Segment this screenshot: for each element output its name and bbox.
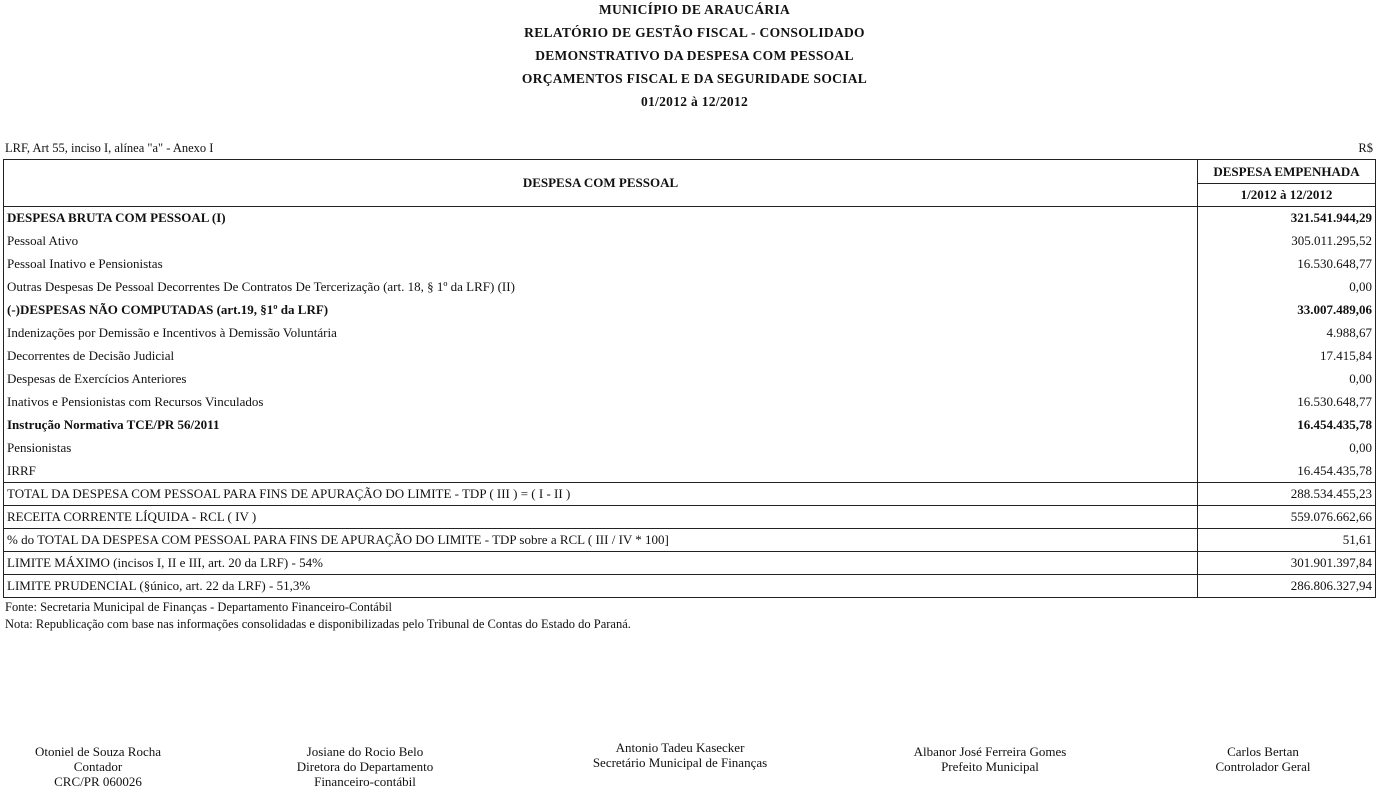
row-label: Despesas de Exercícios Anteriores [4,368,1198,391]
table-row [4,437,1376,460]
row-value: 321.541.944,29 [1198,207,1376,230]
currency-label: R$ [1358,141,1373,155]
legal-reference: LRF, Art 55, inciso I, alínea "a" - Anexo I [5,141,214,155]
signer-role: Contador [73,759,123,774]
signer-name: Albanor José Ferreira Gomes [913,744,1067,759]
row-label: Pensionistas [4,437,1198,460]
personnel-expense-table [3,159,1376,598]
table-row [4,368,1376,391]
row-value: 16.454.435,78 [1198,414,1376,437]
signature-finance-secretary [570,740,790,770]
report-subtitle: DEMONSTRATIVO DA DESPESA COM PESSOAL [535,48,854,63]
row-label: LIMITE MÁXIMO (incisos I, II e III, art. 20 da LRF) - 54% [4,552,1198,575]
signer-name: Antonio Tadeu Kasecker [615,740,745,755]
table-row [4,414,1376,437]
row-value: 288.534.455,23 [1198,483,1376,506]
row-label: DESPESA BRUTA COM PESSOAL (I) [4,207,1198,230]
table-row [4,322,1376,345]
row-label: Pessoal Inativo e Pensionistas [4,253,1198,276]
signer-role: Prefeito Municipal [941,759,1039,774]
table-row [4,230,1376,253]
row-value: 33.007.489,06 [1198,299,1376,322]
table-row [4,529,1376,552]
report-budget-scope: ORÇAMENTOS FISCAL E DA SEGURIDADE SOCIAL [521,71,868,86]
signer-name: Otoniel de Souza Rocha [35,744,161,759]
row-value: 4.988,67 [1198,322,1376,345]
signer-role: Secretário Municipal de Finanças [592,755,768,770]
table-row [4,552,1376,575]
signer-registration: CRC/PR 060026 [54,774,142,789]
signer-role-detail: Financeiro-contábil [314,774,416,789]
signature-comptroller [1183,744,1343,774]
report-title: RELATÓRIO DE GESTÃO FISCAL - CONSOLIDADO [524,25,865,40]
table-row [4,575,1376,598]
row-value: 51,61 [1198,529,1376,552]
row-label: Indenizações por Demissão e Incentivos à Demissão Voluntária [4,322,1198,345]
signer-role: Controlador Geral [1215,759,1311,774]
row-label: IRRF [4,460,1198,483]
row-value: 16.530.648,77 [1198,391,1376,414]
row-label: % do TOTAL DA DESPESA COM PESSOAL PARA FINS DE APURAÇÃO DO LIMITE - TDP sobre a RCL ( III / IV * 100] [4,529,1198,552]
row-label: TOTAL DA DESPESA COM PESSOAL PARA FINS DE APURAÇÃO DO LIMITE - TDP ( III ) = ( I - II ) [4,483,1198,506]
col-subheader-period: 1/2012 à 12/2012 [1198,184,1376,207]
row-label: Instrução Normativa TCE/PR 56/2011 [4,414,1198,437]
row-value: 0,00 [1198,437,1376,460]
row-value: 16.530.648,77 [1198,253,1376,276]
row-value: 559.076.662,66 [1198,506,1376,529]
table-row [4,299,1376,322]
signature-mayor [880,744,1100,774]
row-value: 305.011.295,52 [1198,230,1376,253]
row-label: (-)DESPESAS NÃO COMPUTADAS (art.19, §1º da LRF) [4,299,1198,322]
table-row [4,391,1376,414]
row-label: Pessoal Ativo [4,230,1198,253]
row-value: 17.415,84 [1198,345,1376,368]
footnote: Nota: Republicação com base nas informações consolidadas e disponibilizadas pelo Tribunal de Contas do Estado do Paraná. [5,617,631,631]
signer-name: Josiane do Rocio Belo [306,744,424,759]
signer-role: Diretora do Departamento [296,759,434,774]
col-header-committed: DESPESA EMPENHADA [1198,160,1376,184]
row-value: 286.806.327,94 [1198,575,1376,598]
row-label: LIMITE PRUDENCIAL (§único, art. 22 da LRF) - 51,3% [4,575,1198,598]
row-value: 301.901.397,84 [1198,552,1376,575]
table-row [4,276,1376,299]
row-value: 0,00 [1198,276,1376,299]
signature-director [270,744,460,789]
row-value: 16.454.435,78 [1198,460,1376,483]
table-row [4,483,1376,506]
row-value: 0,00 [1198,368,1376,391]
report-period: 01/2012 à 12/2012 [640,94,749,109]
table-row [4,253,1376,276]
report-municipality: MUNICÍPIO DE ARAUCÁRIA [598,2,791,17]
signer-name: Carlos Bertan [1227,744,1299,759]
row-label: Outras Despesas De Pessoal Decorrentes De Contratos De Tercerização (art. 18, § 1º da LRF) (II) [4,276,1198,299]
row-label: Decorrentes de Decisão Judicial [4,345,1198,368]
source-note: Fonte: Secretaria Municipal de Finanças - Departamento Financeiro-Contábil [5,600,393,614]
row-label: RECEITA CORRENTE LÍQUIDA - RCL ( IV ) [4,506,1198,529]
table-row [4,207,1376,230]
table-row [4,460,1376,483]
row-label: Inativos e Pensionistas com Recursos Vinculados [4,391,1198,414]
col-header-expense: DESPESA COM PESSOAL [4,160,1198,207]
table-row [4,506,1376,529]
table-row [4,345,1376,368]
signature-accountant [8,744,188,789]
